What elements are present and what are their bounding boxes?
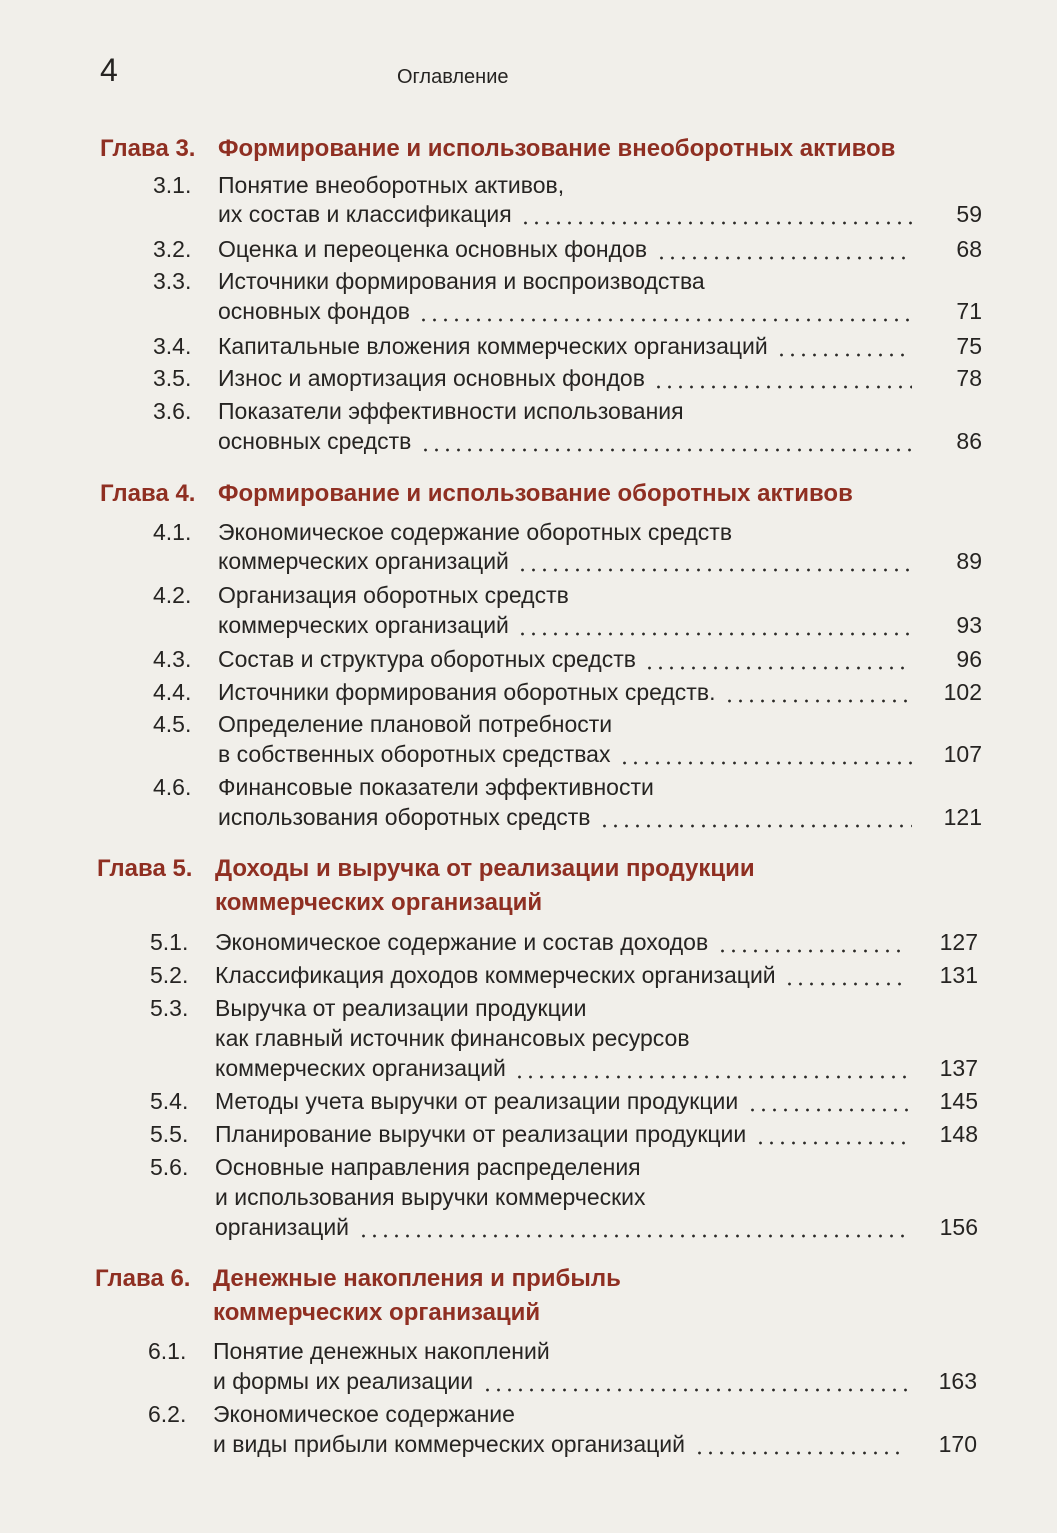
- dot-leader: [514, 1075, 908, 1079]
- section-title-line: [218, 741, 912, 771]
- page-ref[interactable]: 102: [943, 679, 982, 705]
- section-title: и формы их реализации: [213, 1368, 474, 1394]
- section-title: Состав и структура оборотных средств: [218, 646, 636, 672]
- page-ref[interactable]: 86: [956, 428, 982, 454]
- dot-leader: [784, 982, 908, 986]
- section-title-line: [215, 962, 908, 992]
- section-number: 4.4.: [153, 679, 192, 705]
- dot-leader: [694, 1451, 907, 1455]
- section-number: 4.6.: [153, 774, 192, 800]
- chapter-title: коммерческих организаций: [213, 1299, 541, 1326]
- section-title: в собственных оборотных средствах: [218, 741, 611, 767]
- page-ref[interactable]: 107: [943, 741, 982, 767]
- section-title: Оценка и переоценка основных фондов: [218, 236, 648, 262]
- section-title-line: [213, 1431, 907, 1461]
- section-title: их состав и классификация: [218, 201, 512, 227]
- section-title-line: [218, 398, 684, 428]
- section-title-line: [215, 929, 908, 959]
- section-title-line: [213, 1338, 550, 1368]
- section-number: 4.3.: [153, 646, 192, 672]
- section-number: 5.4.: [150, 1088, 189, 1114]
- section-title: Методы учета выручки от реализации продукции: [215, 1088, 739, 1114]
- section-title: Классификация доходов коммерческих организаций: [215, 962, 776, 988]
- chapter-title: Доходы и выручка от реализации продукции: [215, 855, 755, 882]
- page-ref[interactable]: 71: [956, 298, 982, 324]
- section-title-line: [218, 679, 912, 709]
- section-title: коммерческих организаций: [218, 612, 509, 638]
- section-title: использования оборотных средств: [218, 804, 591, 830]
- section-title-line: [215, 1055, 908, 1085]
- section-title: коммерческих организаций: [218, 548, 509, 574]
- dot-leader: [517, 632, 912, 636]
- section-number: 4.5.: [153, 711, 192, 737]
- section-number: 5.1.: [150, 929, 189, 955]
- page-ref[interactable]: 78: [956, 365, 982, 391]
- dot-leader: [755, 1141, 908, 1145]
- section-title: Экономическое содержание оборотных средств: [218, 519, 733, 545]
- chapter-title: Формирование и использование оборотных активов: [218, 480, 853, 507]
- page-ref[interactable]: 121: [943, 804, 982, 830]
- section-number: 3.5.: [153, 365, 192, 391]
- section-title-line: [218, 428, 912, 458]
- dot-leader: [724, 699, 912, 703]
- section-title: организаций: [215, 1214, 350, 1240]
- section-title-line: [218, 582, 569, 612]
- dot-leader: [776, 353, 912, 357]
- page-ref[interactable]: 89: [956, 548, 982, 574]
- running-title: Оглавление: [397, 66, 509, 88]
- dot-leader: [644, 666, 912, 670]
- section-title-line: [215, 1184, 646, 1214]
- chapter-label: Глава 3.: [100, 135, 196, 162]
- section-title-line: [215, 1121, 908, 1151]
- page-number: 4: [100, 52, 118, 88]
- section-title-line: [218, 268, 705, 298]
- section-title-line: [218, 711, 612, 741]
- section-number: 3.4.: [153, 333, 192, 359]
- section-title: Источники формирования и воспроизводства: [218, 268, 705, 294]
- chapter-title: Денежные накопления и прибыль: [213, 1265, 621, 1292]
- section-title-line: [218, 519, 732, 549]
- section-title-line: [218, 172, 564, 202]
- section-number: 4.2.: [153, 582, 192, 608]
- dot-leader: [656, 256, 912, 260]
- section-title-line: [218, 333, 912, 363]
- chapter-label: Глава 4.: [100, 480, 196, 507]
- dot-leader: [418, 318, 912, 322]
- section-number: 5.6.: [150, 1154, 189, 1180]
- section-title-line: [218, 236, 912, 266]
- section-title-line: [215, 1214, 908, 1244]
- dot-leader: [619, 761, 912, 765]
- section-title: основных средств: [218, 428, 412, 454]
- page-ref[interactable]: 59: [956, 201, 982, 227]
- page-ref[interactable]: 145: [939, 1088, 978, 1114]
- section-number: 3.2.: [153, 236, 192, 262]
- section-title: Экономическое содержание: [213, 1401, 515, 1427]
- section-title: коммерческих организаций: [215, 1055, 506, 1081]
- section-number: 5.5.: [150, 1121, 189, 1147]
- dot-leader: [482, 1388, 907, 1392]
- section-title-line: [215, 1154, 641, 1184]
- section-title-line: [218, 201, 912, 231]
- dot-leader: [599, 824, 912, 828]
- page-ref[interactable]: 96: [956, 646, 982, 672]
- page-ref[interactable]: 68: [956, 236, 982, 262]
- dot-leader: [520, 221, 912, 225]
- section-title: Износ и амортизация основных фондов: [218, 365, 645, 391]
- section-title-line: [215, 995, 586, 1025]
- section-title-line: [213, 1401, 515, 1431]
- chapter-label: Глава 6.: [95, 1265, 191, 1292]
- page-ref[interactable]: 137: [939, 1055, 978, 1081]
- section-title-line: [218, 774, 654, 804]
- section-title: основных фондов: [218, 298, 410, 324]
- page-ref[interactable]: 156: [939, 1214, 978, 1240]
- section-title: Понятие денежных накоплений: [213, 1338, 550, 1364]
- section-title-line: [218, 804, 912, 834]
- section-title-line: [213, 1368, 907, 1398]
- page-ref[interactable]: 170: [938, 1431, 977, 1457]
- page-ref[interactable]: 93: [956, 612, 982, 638]
- section-title: Выручка от реализации продукции: [215, 995, 587, 1021]
- chapter-title: Формирование и использование внеоборотных активов: [218, 135, 896, 162]
- section-title: Организация оборотных средств: [218, 582, 569, 608]
- page-ref[interactable]: 75: [956, 333, 982, 359]
- section-title-line: [218, 646, 912, 676]
- dot-leader: [747, 1108, 908, 1112]
- section-title: Основные направления распределения: [215, 1154, 641, 1180]
- dot-leader: [420, 448, 912, 452]
- page-ref[interactable]: 131: [939, 962, 978, 988]
- page-ref[interactable]: 148: [939, 1121, 978, 1147]
- section-number: 6.1.: [148, 1338, 187, 1364]
- section-title-line: [218, 612, 912, 642]
- section-title: и использования выручки коммерческих: [215, 1184, 646, 1210]
- section-number: 5.3.: [150, 995, 189, 1021]
- section-number: 3.1.: [153, 172, 192, 198]
- section-title: Планирование выручки от реализации продукции: [215, 1121, 747, 1147]
- section-title: Капитальные вложения коммерческих организаций: [218, 333, 768, 359]
- dot-leader: [517, 568, 912, 572]
- section-title: Понятие внеоборотных активов,: [218, 172, 565, 198]
- page-ref[interactable]: 127: [939, 929, 978, 955]
- dot-leader: [358, 1234, 908, 1238]
- section-title: и виды прибыли коммерческих организаций: [213, 1431, 686, 1457]
- section-number: 3.6.: [153, 398, 192, 424]
- section-number: 4.1.: [153, 519, 192, 545]
- section-number: 6.2.: [148, 1401, 187, 1427]
- chapter-label: Глава 5.: [97, 855, 193, 882]
- section-title: как главный источник финансовых ресурсов: [215, 1025, 690, 1051]
- page-ref[interactable]: 163: [938, 1368, 977, 1394]
- section-title-line: [218, 548, 912, 578]
- section-title: Определение плановой потребности: [218, 711, 613, 737]
- section-number: 3.3.: [153, 268, 192, 294]
- section-title-line: [218, 365, 912, 395]
- section-title: Экономическое содержание и состав доходов: [215, 929, 709, 955]
- section-title: Финансовые показатели эффективности: [218, 774, 654, 800]
- section-title-line: [215, 1088, 908, 1118]
- section-title-line: [215, 1025, 690, 1055]
- section-title-line: [218, 298, 912, 328]
- section-title: Источники формирования оборотных средств.: [218, 679, 716, 705]
- section-number: 5.2.: [150, 962, 189, 988]
- dot-leader: [717, 949, 908, 953]
- dot-leader: [653, 385, 912, 389]
- chapter-title: коммерческих организаций: [215, 889, 543, 916]
- section-title: Показатели эффективности использования: [218, 398, 684, 424]
